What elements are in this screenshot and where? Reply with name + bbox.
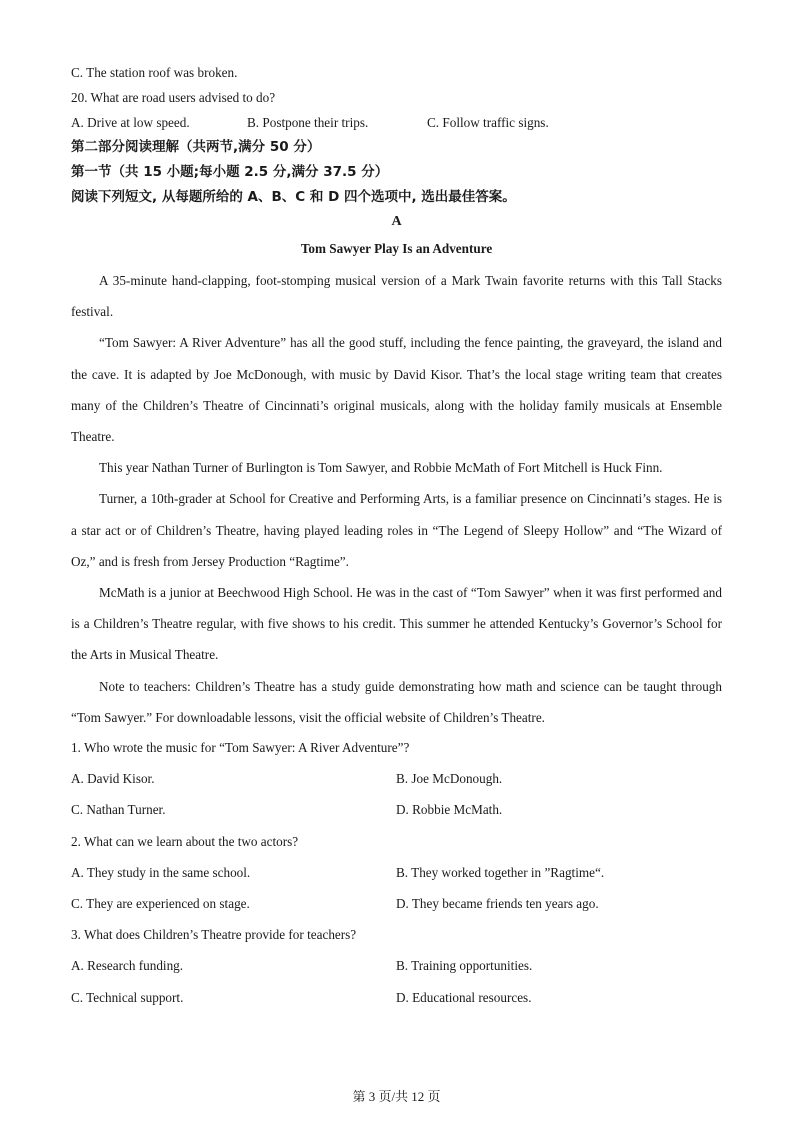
q2-stem: 2. What can we learn about the two actors? (71, 834, 299, 849)
paragraph-3: This year Nathan Turner of Burlington is Tom Sawyer, and Robbie McMath of Fort Mitchell is Huck Finn. (99, 460, 663, 476)
q3-options-row2 (71, 989, 721, 1007)
q3-option-b: B. Training opportunities. (396, 958, 533, 973)
section1-heading: 第一节（共 15 小题;每小题 2.5 分,满分 37.5 分） (71, 164, 389, 180)
page-number: 第 3 页/共 12 页 (352, 1089, 441, 1104)
instruction-text: 阅读下列短文, 从每题所给的 A、B、C 和 D 四个选项中, 选出最佳答案。 (71, 189, 516, 205)
q20-options (71, 114, 721, 132)
q2-option-c: C. They are experienced on stage. (71, 896, 250, 911)
passage-body (71, 265, 722, 733)
passage-letter: A (391, 214, 402, 229)
q19-option-c: C. The station roof was broken. (71, 65, 238, 80)
paragraph-1: A 35-minute hand-clapping, foot-stomping musical version of a Mark Twain favorite returns with this Tall Stacks festival. (71, 273, 722, 320)
q20-option-a: A. Drive at low speed. (71, 115, 190, 130)
q1-stem: 1. Who wrote the music for “Tom Sawyer: A River Adventure”? (71, 740, 410, 755)
passage-title: Tom Sawyer Play Is an Adventure (300, 241, 493, 256)
q2-option-b: B. They worked together in ”Ragtime“. (396, 865, 605, 880)
q3-option-a: A. Research funding. (71, 958, 184, 973)
q1-options-row1 (71, 770, 721, 788)
part2-heading: 第二部分阅读理解（共两节,满分 50 分） (71, 139, 321, 155)
paragraph-5: McMath is a junior at Beechwood High School. He was in the cast of “Tom Sawyer” when it was first performed and is a Children’s Theatre regular, with five shows to his credit. This summer he attended Kentucky’s Governor’s School for the Arts in Musical Theatre. (71, 585, 722, 663)
q1-option-c: C. Nathan Turner. (71, 802, 166, 817)
q1-option-a: A. David Kisor. (71, 771, 155, 786)
q1-option-d: D. Robbie McMath. (396, 802, 503, 817)
q20-option-b: B. Postpone their trips. (247, 115, 369, 130)
q1-option-b: B. Joe McDonough. (396, 771, 503, 786)
q3-option-d: D. Educational resources. (396, 990, 532, 1005)
q1-options-row2 (71, 801, 721, 819)
q3-options-row1 (71, 957, 721, 975)
q2-option-d: D. They became friends ten years ago. (396, 896, 599, 911)
paragraph-4: Turner, a 10th-grader at School for Creative and Performing Arts, is a familiar presence on Cincinnati’s stages. He is a star act or of Children’s Theatre, having played leading roles in “The Legend of Sleepy Hollow” and “The Wizard of Oz,” and is fresh from Jersey Production “Ragtime”. (71, 491, 722, 569)
paragraph-6: Note to teachers: Children’s Theatre has a study guide demonstrating how math and science can be taught through “Tom Sawyer.” For downloadable lessons, visit the official website of Children’s Theatre. (71, 678, 722, 725)
q2-options-row1 (71, 864, 721, 882)
q3-option-c: C. Technical support. (71, 990, 184, 1005)
paragraph-2: “Tom Sawyer: A River Adventure” has all the good stuff, including the fence painting, the graveyard, the island and the cave. It is adapted by Joe McDonough, with music by David Kisor. That’s the local stage writing team that creates many of the Children’s Theatre of Cincinnati’s original musicals, along with the holiday family musicals at Ensemble Theatre. (71, 335, 722, 445)
q2-options-row2 (71, 895, 721, 913)
q3-stem: 3. What does Children’s Theatre provide for teachers? (71, 927, 357, 942)
q20-option-c: C. Follow traffic signs. (427, 115, 549, 130)
q20-stem: 20. What are road users advised to do? (71, 90, 276, 105)
q2-option-a: A. They study in the same school. (71, 865, 251, 880)
